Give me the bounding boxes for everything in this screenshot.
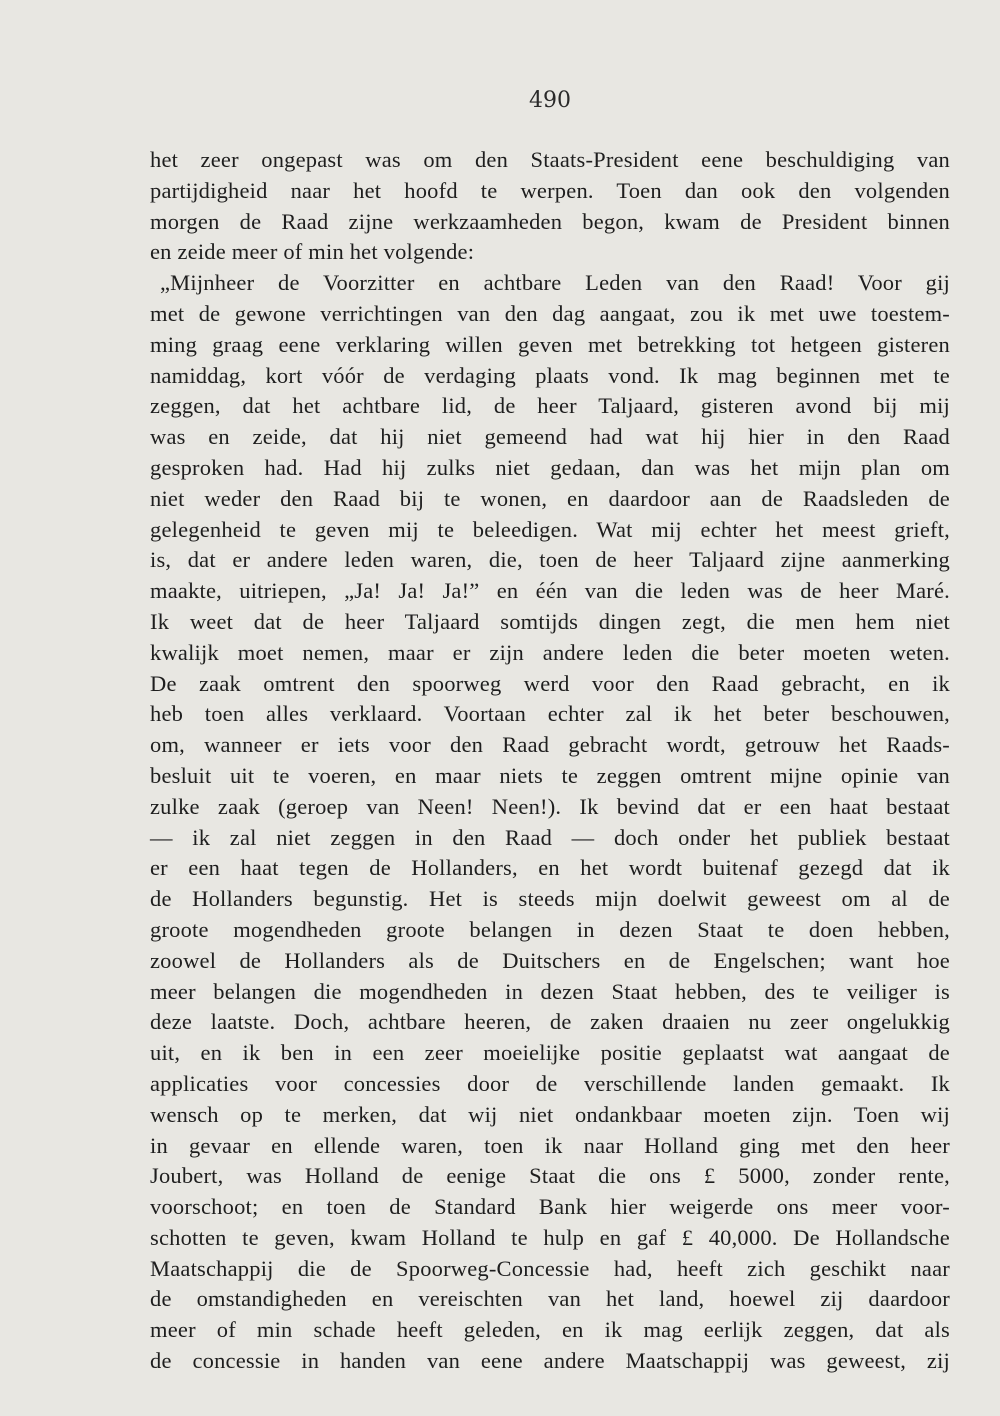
text-line: en zeide meer of min het volgende:	[150, 239, 475, 265]
text-line: gesproken had. Had hij zulks niet gedaan, dan was het mijn plan om	[150, 454, 950, 480]
text-line: applicaties voor concessies door de verschillende landen gemaakt. Ik	[150, 1070, 950, 1096]
text-line: Joubert, was Holland de eenige Staat die ons £ 5000, zonder rente,	[150, 1163, 950, 1189]
text-line: — ik zal niet zeggen in den Raad — doch onder het publiek bestaat	[150, 824, 950, 850]
text-line: morgen de Raad zijne werkzaamheden begon, kwam de President binnen	[150, 208, 950, 234]
text-line: maakte, uitriepen, „Ja! Ja! Ja!” en één van die leden was de heer Maré.	[150, 578, 950, 604]
body-text	[150, 145, 950, 1377]
text-line: namiddag, kort vóór de verdaging plaats vond. Ik mag beginnen met te	[150, 362, 950, 388]
text-line: wensch op te merken, dat wij niet ondankbaar moeten zijn. Toen wij	[150, 1101, 950, 1127]
text-line: gelegenheid te geven mij te beleedigen. Wat mij echter het meest grieft,	[150, 516, 950, 542]
text-line: besluit uit te voeren, en maar niets te zeggen omtrent mijne opinie van	[150, 762, 950, 788]
text-line: met de gewone verrichtingen van den dag aangaat, zou ik met uwe toestem-	[150, 300, 950, 326]
text-line: zulke zaak (geroep van Neen! Neen!). Ik bevind dat er een haat bestaat	[150, 793, 950, 819]
text-line: kwalijk moet nemen, maar er zijn andere leden die beter moeten weten.	[150, 639, 950, 665]
text-line: meer belangen die mogendheden in dezen Staat hebben, des te veiliger is	[150, 978, 950, 1004]
text-line: heb toen alles verklaard. Voortaan echter zal ik het beter beschouwen,	[150, 701, 950, 727]
text-line: „Mijnheer de Voorzitter en achtbare Leden van den Raad! Voor gij	[160, 270, 950, 296]
text-line: groote mogendheden groote belangen in dezen Staat te doen hebben,	[150, 916, 950, 942]
text-line: er een haat tegen de Hollanders, en het wordt buitenaf gezegd dat ik	[150, 855, 950, 881]
text-line: zeggen, dat het achtbare lid, de heer Taljaard, gisteren avond bij mij	[150, 393, 950, 419]
text-line: is, dat er andere leden waren, die, toen de heer Taljaard zijne aanmerking	[150, 547, 950, 573]
text-line: de Hollanders begunstig. Het is steeds mijn doelwit geweest om al de	[150, 886, 950, 912]
text-line: het zeer ongepast was om den Staats-President eene beschuldiging van	[150, 147, 950, 172]
text-line: Maatschappij die de Spoorweg-Concessie had, heeft zich geschikt naar	[150, 1255, 950, 1281]
text-line: ming graag eene verklaring willen geven met betrekking tot hetgeen gisteren	[150, 331, 950, 357]
text-line: om, wanneer er iets voor den Raad gebracht wordt, getrouw het Raads-	[150, 732, 950, 758]
text-line: De zaak omtrent den spoorweg werd voor den Raad gebracht, en ik	[150, 670, 950, 696]
text-line: uit, en ik ben in een zeer moeielijke positie geplaatst wat aangaat de	[150, 1040, 950, 1066]
text-line: deze laatste. Doch, achtbare heeren, de zaken draaien nu zeer ongelukkig	[150, 1009, 950, 1035]
text-line: was en zeide, dat hij niet gemeend had wat hij hier in den Raad	[150, 424, 950, 450]
text-line: niet weder den Raad bij te wonen, en daardoor aan de Raadsleden de	[150, 485, 950, 511]
text-line: de omstandigheden en vereischten van het land, hoewel zij daardoor	[150, 1286, 950, 1312]
text-line: zoowel de Hollanders als de Duitschers en de Engelschen; want hoe	[150, 947, 950, 973]
text-line: de concessie in handen van eene andere Maatschappij was geweest, zij	[150, 1348, 950, 1374]
page-number: 490	[529, 88, 571, 113]
text-line: in gevaar en ellende waren, toen ik naar Holland ging met den heer	[150, 1132, 950, 1158]
text-line: partijdigheid naar het hoofd te werpen. Toen dan ook den volgenden	[150, 177, 950, 203]
text-line: voorschoot; en toen de Standard Bank hier weigerde ons meer voor-	[150, 1194, 950, 1220]
text-line: Ik weet dat de heer Taljaard somtijds dingen zegt, die men hem niet	[150, 608, 950, 634]
text-line: schotten te geven, kwam Holland te hulp en gaf £ 40,000. De Hollandsche	[150, 1224, 950, 1250]
text-line: meer of min schade heeft geleden, en ik mag eerlijk zeggen, dat als	[150, 1317, 950, 1343]
